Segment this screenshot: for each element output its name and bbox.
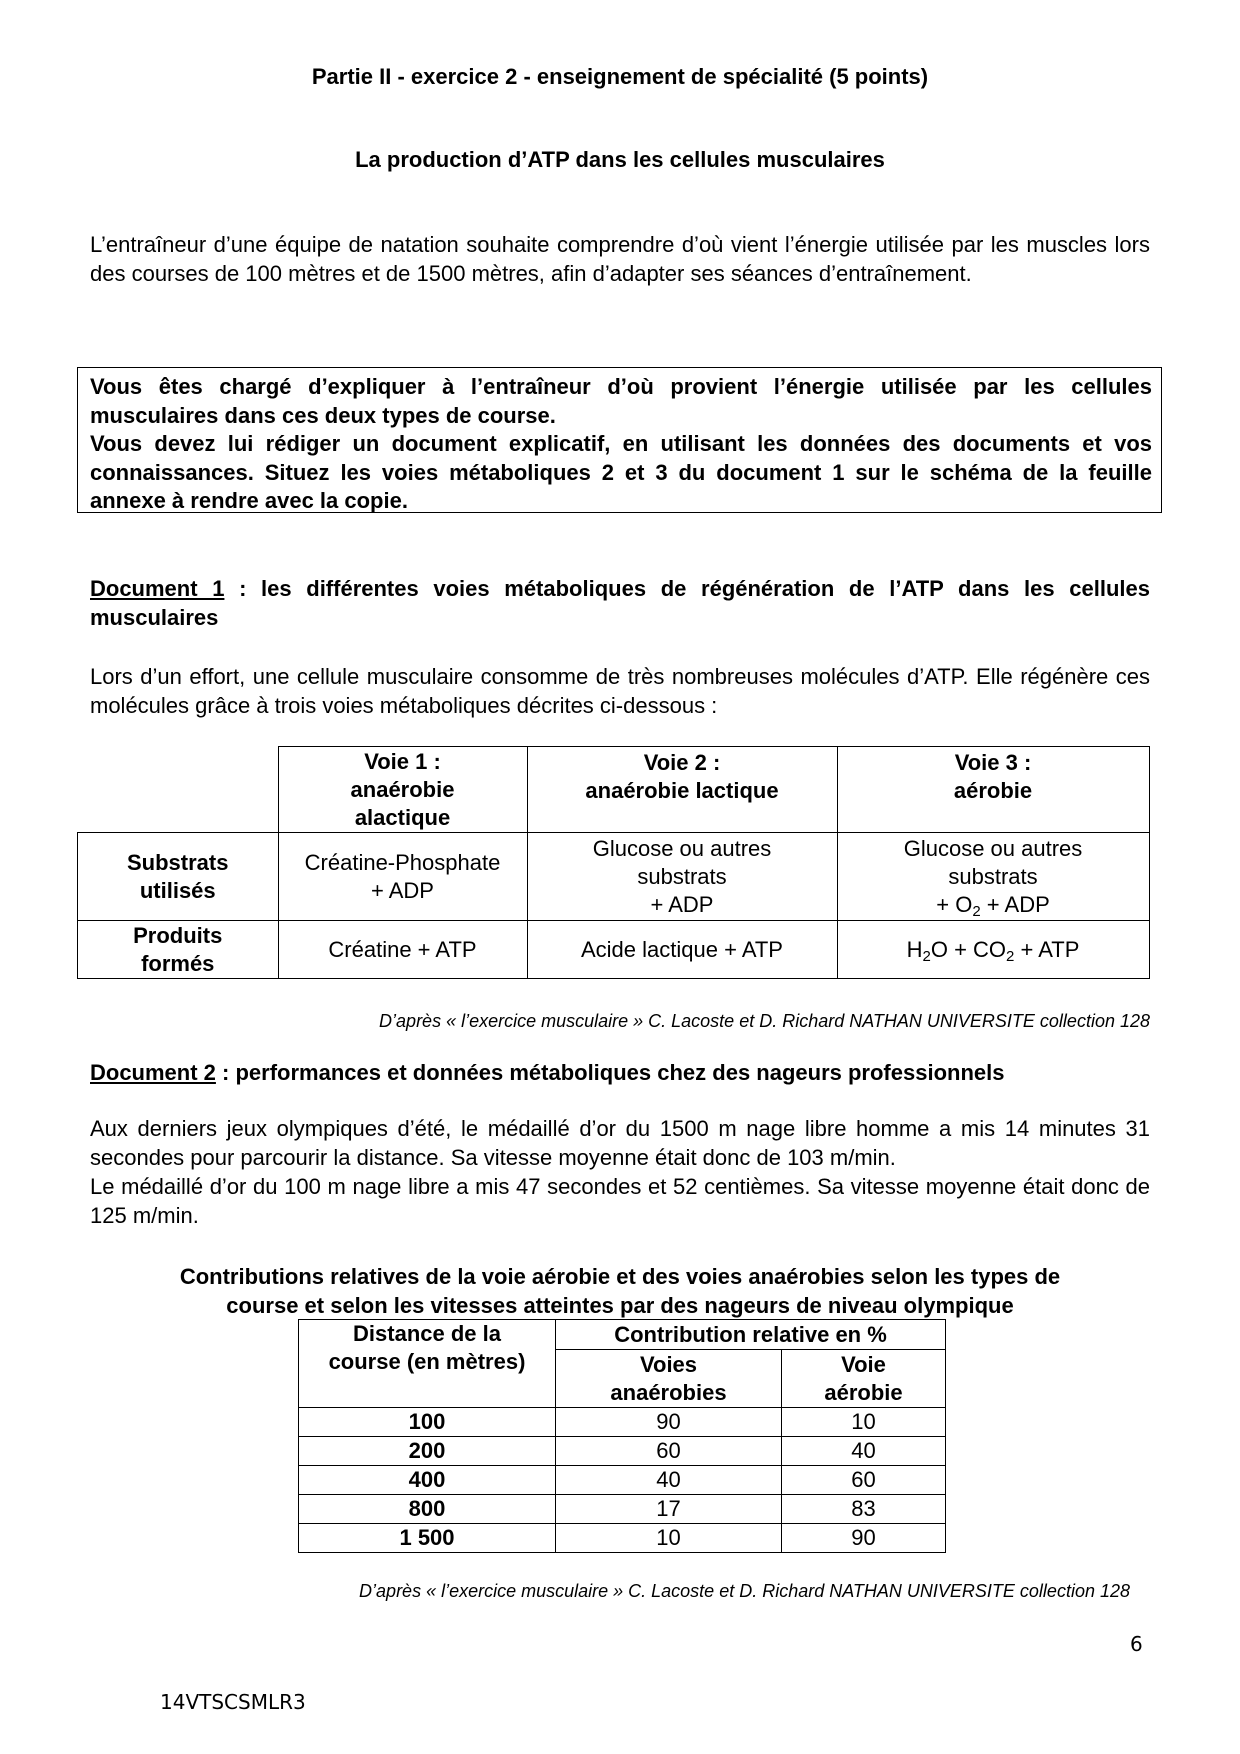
row-header-produits: Produits formés xyxy=(78,921,279,979)
subject-title: La production d’ATP dans les cellules musculaires xyxy=(355,147,885,172)
cell-produits-voie-3: $H_2O + CO_2$ + ATP xyxy=(837,921,1149,979)
cell-aerobie: 90 xyxy=(782,1524,946,1553)
cell-anaerobie: 90 xyxy=(556,1408,782,1437)
table-row xyxy=(299,1524,946,1553)
metabolic-pathways-table xyxy=(77,746,1150,979)
task-line-1: Vous êtes chargé d’expliquer à l’entraîneur d’où provient l’énergie utilisée par les cellules musculaires dans ces deux types de course. xyxy=(90,374,1152,428)
cell-aerobie: 40 xyxy=(782,1437,946,1466)
cell-aerobie: 10 xyxy=(782,1408,946,1437)
part-title: Partie II - exercice 2 - enseignement de spécialité (5 points) xyxy=(311,64,929,89)
row-header-substrats: Substrats utilisés xyxy=(78,833,279,921)
header-voies-anaerobies: Voies anaérobies xyxy=(556,1350,782,1408)
cell-substrats-voie-1: Créatine-Phosphate + ADP xyxy=(278,833,527,921)
task-line-2: Vous devez lui rédiger un document explicatif, en utilisant les données des documents et vos connaissances. Situez les voies métaboliques 2 et 3 du document 1 sur le schéma de la feuille annexe à rendre avec la copie. xyxy=(90,431,1152,513)
cell-produits-voie-2: Acide lactique + ATP xyxy=(527,921,837,979)
contribution-table-title: Contributions relatives de la voie aérobie et des voies anaérobies selon les types de course et selon les vitesses atteintes par des nageurs de niveau olympique xyxy=(179,1264,1061,1318)
header-voie-1: Voie 1 : anaérobie alactique xyxy=(278,747,527,833)
document-1-intro: Lors d’un effort, une cellule musculaire consomme de très nombreuses molécules d’ATP. Elle régénère ces molécules grâce à trois voies métaboliques décrites ci-dessous : xyxy=(90,664,1150,718)
cell-substrats-voie-3: Glucose ou autres substrats + $O_2$ + ADP xyxy=(837,833,1149,921)
cell-aerobie: 83 xyxy=(782,1495,946,1524)
table-row xyxy=(299,1495,946,1524)
exam-code: 14VTSCSMLR3 xyxy=(160,1690,306,1714)
intro-paragraph: L’entraîneur d’une équipe de natation souhaite comprendre d’où vient l’énergie utilisée par les muscles lors des courses de 100 mètres et de 1500 mètres, afin d’adapter ses séances d’entraînement. xyxy=(90,232,1150,286)
document-1-title xyxy=(90,574,1150,632)
table-row xyxy=(299,1437,946,1466)
cell-distance: 1 500 xyxy=(299,1524,556,1553)
header-voie-2: Voie 2 : anaérobie lactique xyxy=(527,747,837,833)
task-instructions xyxy=(90,373,1152,516)
cell-produits-voie-1: Créatine + ATP xyxy=(278,921,527,979)
cell-distance: 200 xyxy=(299,1437,556,1466)
cell-distance: 400 xyxy=(299,1466,556,1495)
cell-substrats-voie-2: Glucose ou autres substrats + ADP xyxy=(527,833,837,921)
table-row xyxy=(299,1466,946,1495)
cell-aerobie: 60 xyxy=(782,1466,946,1495)
document-2-title xyxy=(90,1058,1170,1087)
document-2-para-2: Le médaillé d’or du 100 m nage libre a mis 47 secondes et 52 centièmes. Sa vitesse moyenne était donc de 125 m/min. xyxy=(90,1174,1150,1228)
document-1-source: D’après « l’exercice musculaire » C. Lacoste et D. Richard NATHAN UNIVERSITE collection 128 xyxy=(379,1011,1150,1031)
header-distance: Distance de la course (en mètres) xyxy=(299,1320,556,1408)
cell-anaerobie: 60 xyxy=(556,1437,782,1466)
document-2-label: Document 2 xyxy=(90,1060,216,1085)
page-number: 6 xyxy=(1130,1632,1143,1656)
cell-distance: 100 xyxy=(299,1408,556,1437)
cell-anaerobie: 17 xyxy=(556,1495,782,1524)
document-1-label: Document 1 xyxy=(90,576,225,601)
header-contribution: Contribution relative en % xyxy=(556,1320,946,1350)
table-row xyxy=(299,1408,946,1437)
document-1-title-text: : les différentes voies métaboliques de régénération de l’ATP dans les cellules musculaires xyxy=(90,576,1150,630)
cell-distance: 800 xyxy=(299,1495,556,1524)
document-2-para-1: Aux derniers jeux olympiques d’été, le médaillé d’or du 1500 m nage libre homme a mis 14 minutes 31 secondes pour parcourir la distance. Sa vitesse moyenne était donc de 103 m/min. xyxy=(90,1116,1150,1170)
header-voie-aerobie: Voie aérobie xyxy=(782,1350,946,1408)
document-2-paragraph xyxy=(90,1114,1150,1230)
table-corner xyxy=(78,747,279,833)
document-2-title-text: : performances et données métaboliques chez des nageurs professionnels xyxy=(215,1060,1005,1085)
document-2-source: D’après « l’exercice musculaire » C. Lacoste et D. Richard NATHAN UNIVERSITE collection 128 xyxy=(359,1581,1130,1601)
header-voie-3: Voie 3 : aérobie xyxy=(837,747,1149,833)
contribution-table xyxy=(298,1319,946,1553)
cell-anaerobie: 40 xyxy=(556,1466,782,1495)
cell-anaerobie: 10 xyxy=(556,1524,782,1553)
